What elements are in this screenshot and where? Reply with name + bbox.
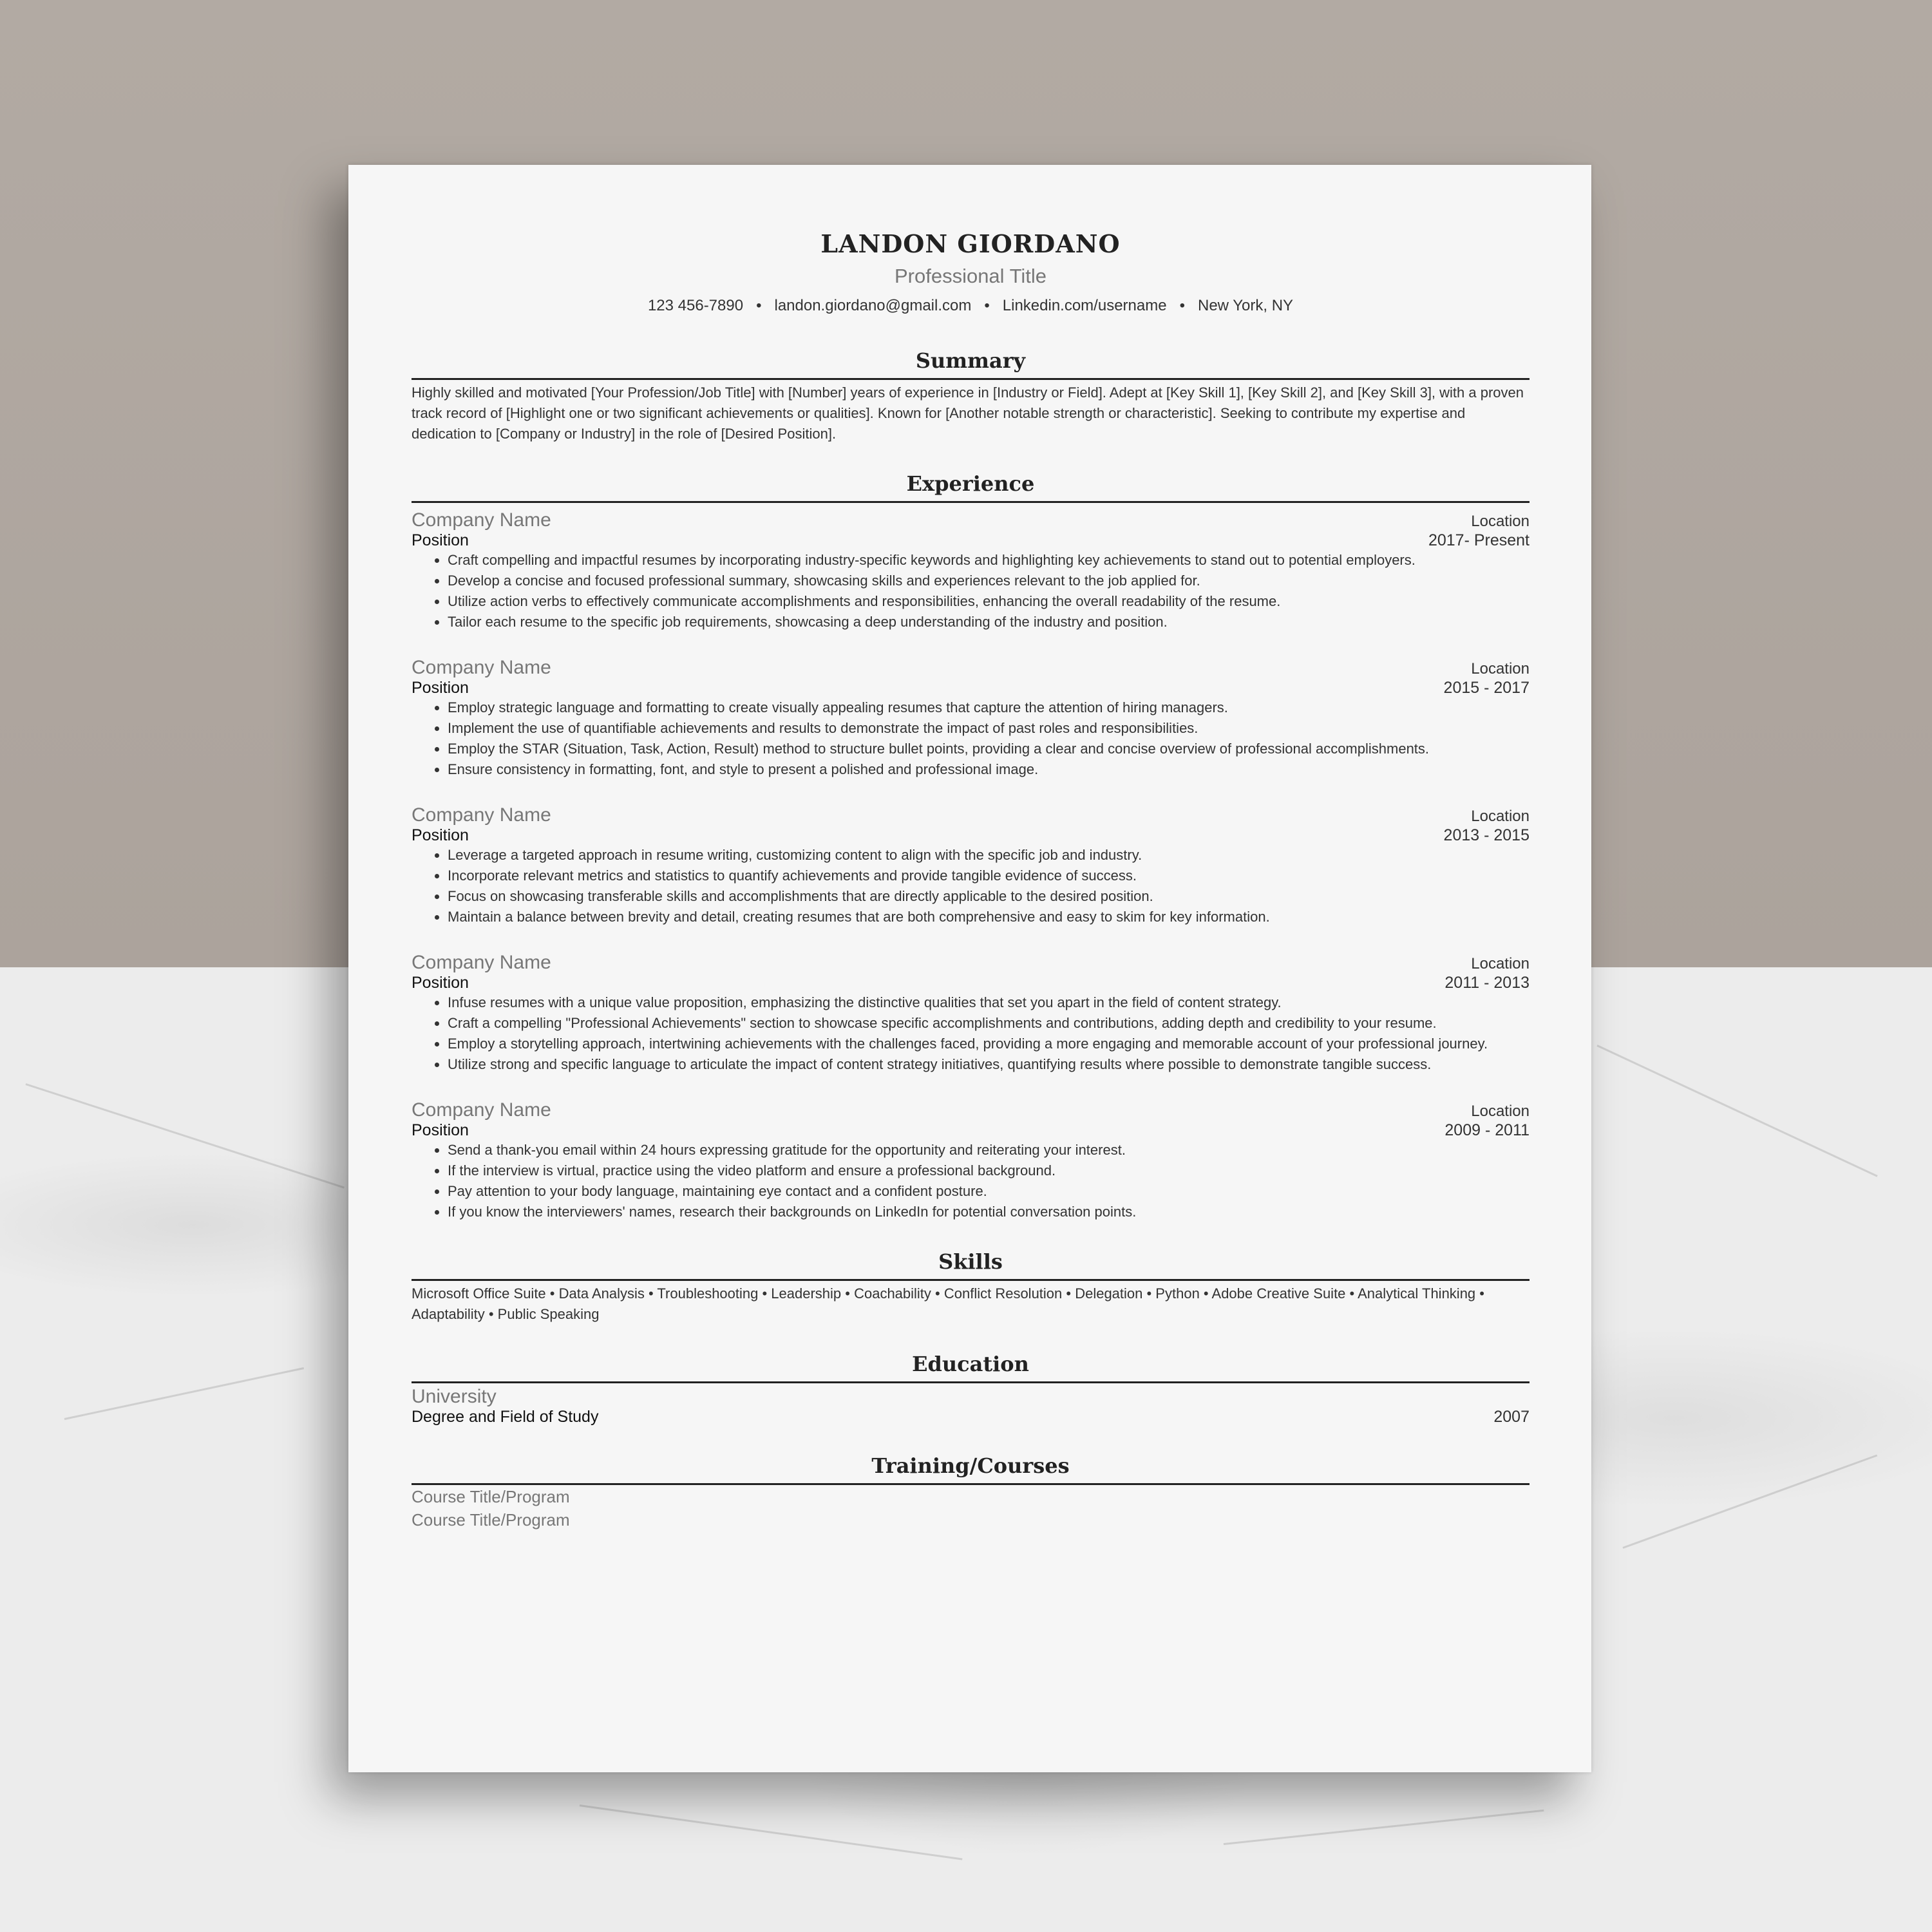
company-name: Company Name xyxy=(412,509,551,531)
job-position: Position xyxy=(412,531,469,549)
course-list xyxy=(412,1485,1530,1531)
experience-heading: Experience xyxy=(412,471,1530,503)
professional-title: Professional Title xyxy=(894,265,1047,287)
skills-heading: Skills xyxy=(412,1249,1530,1281)
linkedin: Linkedin.com/username xyxy=(1002,297,1167,314)
job-location: Location xyxy=(1471,808,1530,825)
job-entry xyxy=(412,509,1530,632)
job-header xyxy=(412,952,1530,974)
list-item: • Utilize strong and specific language to articulate the impact of content strategy initiatives, quantifying results where possible to demonstrate tangible success. xyxy=(448,1054,1530,1075)
list-item: • Maintain a balance between brevity and detail, creating resumes that are both comprehensive and easy to skim for key information. xyxy=(448,907,1530,927)
contact-line xyxy=(412,297,1530,315)
job-position: Position xyxy=(412,679,469,697)
location: New York, NY xyxy=(1197,297,1294,314)
training-heading: Training/Courses xyxy=(412,1454,1530,1485)
job-header xyxy=(412,657,1530,679)
job-location: Location xyxy=(1471,513,1530,530)
job-header xyxy=(412,509,1530,531)
list-item: • If you know the interviewers' names, research their backgrounds on LinkedIn for potential conversation points. xyxy=(448,1202,1530,1222)
job-position: Position xyxy=(412,974,469,992)
course-item: Course Title/Program xyxy=(412,1510,570,1530)
list-item: • Leverage a targeted approach in resume writing, customizing content to align with the specific job and industry. xyxy=(448,845,1530,866)
job-entry xyxy=(412,952,1530,1075)
resume-content xyxy=(412,216,1530,1531)
job-position: Position xyxy=(412,1121,469,1139)
course-item: Course Title/Program xyxy=(412,1487,570,1506)
summary-heading: Summary xyxy=(412,348,1530,380)
separator: • xyxy=(756,297,762,314)
job-header xyxy=(412,1099,1530,1121)
job-subheader xyxy=(412,679,1530,697)
resume-page xyxy=(348,165,1591,1772)
list-item: • Craft a compelling "Professional Achievements" section to showcase specific accomplishments and contributions, adding depth and credibility to your resume. xyxy=(448,1013,1530,1034)
list-item: • Employ strategic language and formatting to create visually appealing resumes that capture the attention of hiring managers. xyxy=(448,697,1530,718)
job-bullets xyxy=(412,550,1530,632)
list-item: • Craft compelling and impactful resumes by incorporating industry-specific keywords and highlighting key achievements to stand out to potential employers. xyxy=(448,550,1530,571)
list-item: • Implement the use of quantifiable achievements and results to demonstrate the impact of past roles and responsibilities. xyxy=(448,718,1530,739)
list-item: • Focus on showcasing transferable skills and accomplishments that are directly applicable to the desired position. xyxy=(448,886,1530,907)
job-entry xyxy=(412,1099,1530,1222)
company-name: Company Name xyxy=(412,1099,551,1121)
job-location: Location xyxy=(1471,1103,1530,1120)
education-row xyxy=(412,1408,1530,1426)
graduation-year: 2007 xyxy=(1493,1408,1530,1426)
job-bullets xyxy=(412,992,1530,1075)
job-entry xyxy=(412,657,1530,780)
job-dates: 2017- Present xyxy=(1428,531,1530,549)
job-subheader xyxy=(412,531,1530,550)
list-item: • Tailor each resume to the specific job requirements, showcasing a deep understanding of the industry and position. xyxy=(448,612,1530,632)
list-item: • Send a thank-you email within 24 hours expressing gratitude for the opportunity and reiterating your interest. xyxy=(448,1140,1530,1160)
degree: Degree and Field of Study xyxy=(412,1408,599,1426)
education-heading: Education xyxy=(412,1352,1530,1383)
list-item: • Ensure consistency in formatting, font, and style to present a polished and professional image. xyxy=(448,759,1530,780)
job-dates: 2009 - 2011 xyxy=(1444,1121,1530,1139)
job-dates: 2013 - 2015 xyxy=(1443,826,1530,844)
job-subheader xyxy=(412,974,1530,992)
job-dates: 2015 - 2017 xyxy=(1443,679,1530,697)
job-dates: 2011 - 2013 xyxy=(1444,974,1530,992)
experience-list xyxy=(412,509,1530,1222)
list-item: • Develop a concise and focused professional summary, showcasing skills and experiences relevant to the job applied for. xyxy=(448,571,1530,591)
list-item: • Infuse resumes with a unique value proposition, emphasizing the distinctive qualities that set you apart in the field of content strategy. xyxy=(448,992,1530,1013)
job-entry xyxy=(412,804,1530,927)
company-name: Company Name xyxy=(412,952,551,973)
job-header xyxy=(412,804,1530,826)
summary-text: Highly skilled and motivated [Your Profession/Job Title] with [Number] years of experience in [Industry or Field]. Adept at [Key Skill 1], [Key Skill 2], and [Key Skill 3], with a proven track record of [Highlight one or two significant achievements or qualities]. Known for [Another notable strength or characteristic]. Seeking to contribute my expertise and dedication to [Company or Industry] in the role of [Desired Position]. xyxy=(412,384,1524,442)
job-location: Location xyxy=(1471,660,1530,677)
list-item: • Employ a storytelling approach, intertwining achievements with the challenges faced, providing a more engaging and memorable account of your professional journey. xyxy=(448,1034,1530,1054)
list-item: • If the interview is virtual, practice using the video platform and ensure a professional background. xyxy=(448,1160,1530,1181)
email: landon.giordano@gmail.com xyxy=(774,297,972,314)
job-bullets xyxy=(412,697,1530,780)
company-name: Company Name xyxy=(412,804,551,826)
company-name: Company Name xyxy=(412,657,551,678)
job-position: Position xyxy=(412,826,469,844)
job-subheader xyxy=(412,826,1530,845)
list-item: • Employ the STAR (Situation, Task, Action, Result) method to structure bullet points, providing a clear and concise overview of professional accomplishments. xyxy=(448,739,1530,759)
job-subheader xyxy=(412,1121,1530,1140)
job-location: Location xyxy=(1471,955,1530,972)
separator: • xyxy=(984,297,990,314)
job-bullets xyxy=(412,1140,1530,1222)
job-bullets xyxy=(412,845,1530,927)
candidate-name: LANDON GIORDANO xyxy=(820,229,1121,258)
university: University xyxy=(412,1386,497,1407)
list-item: • Pay attention to your body language, maintaining eye contact and a confident posture. xyxy=(448,1181,1530,1202)
skills-text: Microsoft Office Suite • Data Analysis • Troubleshooting • Leadership • Coachability • Conflict Resolution • Delegation • Python • Adobe Creative Suite • Analytical Thinking • Adaptability • Public Speaking xyxy=(412,1285,1484,1322)
separator: • xyxy=(1179,297,1185,314)
list-item: • Utilize action verbs to effectively communicate accomplishments and responsibilities, enhancing the overall readability of the resume. xyxy=(448,591,1530,612)
phone: 123 456-7890 xyxy=(647,297,744,314)
list-item: • Incorporate relevant metrics and statistics to quantify achievements and provide tangible evidence of success. xyxy=(448,866,1530,886)
